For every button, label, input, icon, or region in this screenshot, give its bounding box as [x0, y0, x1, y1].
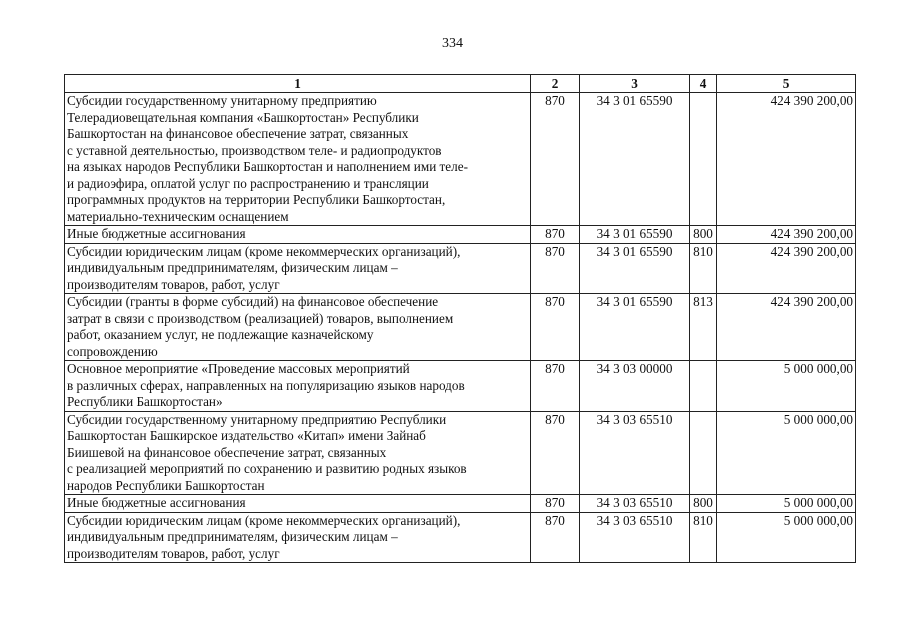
table-row [65, 93, 856, 226]
row-department-code: 870 [531, 93, 580, 226]
row-description: Иные бюджетные ассигнования [65, 495, 531, 513]
row-description: Субсидии (гранты в форме субсидий) на финансовое обеспечение затрат в связи с производством (реализацией) товаров, выполнением работ, оказанием услуг, не подлежащие казначейскому сопровождению [65, 294, 531, 361]
table-row [65, 411, 856, 495]
row-department-code: 870 [531, 294, 580, 361]
table-row [65, 294, 856, 361]
row-expense-type: 813 [690, 294, 717, 361]
row-description: Иные бюджетные ассигнования [65, 226, 531, 244]
row-department-code: 870 [531, 361, 580, 412]
page-number: 334 [442, 36, 463, 51]
row-target-article: 34 3 03 65510 [580, 411, 690, 495]
row-department-code: 870 [531, 495, 580, 513]
row-target-article: 34 3 01 65590 [580, 93, 690, 226]
row-target-article: 34 3 01 65590 [580, 243, 690, 294]
row-target-article: 34 3 01 65590 [580, 294, 690, 361]
table-row [65, 226, 856, 244]
row-expense-type [690, 93, 717, 226]
row-amount: 424 390 200,00 [717, 243, 856, 294]
row-expense-type: 800 [690, 495, 717, 513]
row-amount: 5 000 000,00 [717, 411, 856, 495]
row-target-article: 34 3 03 65510 [580, 512, 690, 563]
row-department-code: 870 [531, 226, 580, 244]
row-expense-type: 810 [690, 512, 717, 563]
table-row [65, 243, 856, 294]
row-department-code: 870 [531, 512, 580, 563]
header-col-2: 2 [531, 75, 580, 93]
table-header-row [65, 75, 856, 93]
budget-table [64, 74, 856, 563]
row-expense-type: 800 [690, 226, 717, 244]
header-col-4: 4 [690, 75, 717, 93]
header-col-3: 3 [580, 75, 690, 93]
table-row [65, 361, 856, 412]
table-row [65, 512, 856, 563]
row-amount: 5 000 000,00 [717, 361, 856, 412]
row-target-article: 34 3 03 00000 [580, 361, 690, 412]
row-department-code: 870 [531, 411, 580, 495]
row-amount: 5 000 000,00 [717, 495, 856, 513]
row-expense-type [690, 361, 717, 412]
row-amount: 424 390 200,00 [717, 93, 856, 226]
row-amount: 424 390 200,00 [717, 226, 856, 244]
row-target-article: 34 3 01 65590 [580, 226, 690, 244]
row-expense-type: 810 [690, 243, 717, 294]
row-amount: 424 390 200,00 [717, 294, 856, 361]
header-col-5: 5 [717, 75, 856, 93]
row-description: Основное мероприятие «Проведение массовых мероприятий в различных сферах, направленных на популяризацию языков народов Республики Башкортостан» [65, 361, 531, 412]
row-department-code: 870 [531, 243, 580, 294]
row-description: Субсидии государственному унитарному предприятию Телерадиовещательная компания «Башкортостан» Республики Башкортостан на финансовое обеспечение затрат, связанных с уставной деятельностью, производством теле- и радиопродуктов на языках народов Республики Башкортостан и наполнением ими теле- и радиоэфира, оплатой услуг по распространению и трансляции программных продуктов на территории Республики Башкортостан, материально-техническим оснащением [65, 93, 531, 226]
header-col-1: 1 [65, 75, 531, 93]
table-row [65, 495, 856, 513]
row-description: Субсидии юридическим лицам (кроме некоммерческих организаций), индивидуальным предпринимателям, физическим лицам – производителям товаров, работ, услуг [65, 243, 531, 294]
row-target-article: 34 3 03 65510 [580, 495, 690, 513]
row-amount: 5 000 000,00 [717, 512, 856, 563]
row-expense-type [690, 411, 717, 495]
row-description: Субсидии юридическим лицам (кроме некоммерческих организаций), индивидуальным предпринимателям, физическим лицам – производителям товаров, работ, услуг [65, 512, 531, 563]
row-description: Субсидии государственному унитарному предприятию Республики Башкортостан Башкирское издательство «Китап» имени Зайнаб Биишевой на финансовое обеспечение затрат, связанных с реализацией мероприятий по сохранению и развитию родных языков народов Республики Башкортостан [65, 411, 531, 495]
